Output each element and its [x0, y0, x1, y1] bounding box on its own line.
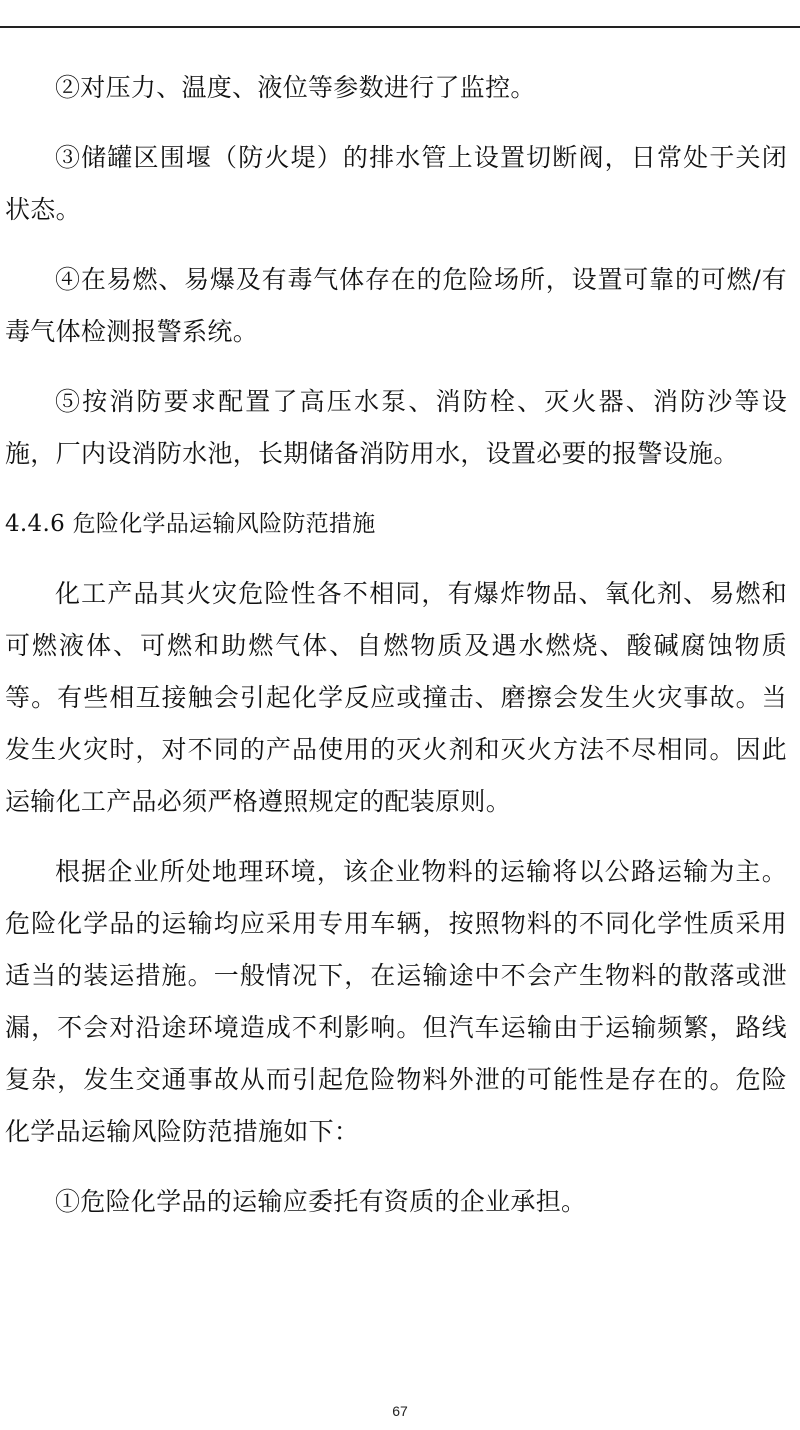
document-body — [5, 62, 787, 1246]
paragraph-item-2: ②对压力、温度、液位等参数进行了监控。 — [55, 73, 536, 102]
paragraph-item-5: ⑤按消防要求配置了高压水泵、消防栓、灭火器、消防沙等设施，厂内设消防水池，长期储备消防用水，设置必要的报警设施。 — [5, 387, 787, 468]
header-rule — [0, 26, 800, 28]
paragraph-intro: 化工产品其火灾危险性各不相同，有爆炸物品、氧化剂、易燃和可燃液体、可燃和助燃气体、自燃物质及遇水燃烧、酸碱腐蚀物质等。有些相互接触会引起化学反应或撞击、磨擦会发生火灾事故。当发生火灾时，对不同的产品使用的灭火剂和灭火方法不尽相同。因此运输化工产品必须严格遵照规定的配装原则。 — [5, 579, 787, 816]
paragraph-item-4: ④在易燃、易爆及有毒气体存在的危险场所，设置可靠的可燃/有毒气体检测报警系统。 — [5, 265, 787, 346]
paragraph-measure-1: ①危险化学品的运输应委托有资质的企业承担。 — [55, 1187, 587, 1216]
paragraph-transport: 根据企业所处地理环境，该企业物料的运输将以公路运输为主。危险化学品的运输均应采用专用车辆，按照物料的不同化学性质采用适当的装运措施。一般情况下，在运输途中不会产生物料的散落或泄漏，不会对沿途环境造成不利影响。但汽车运输由于运输频繁，路线复杂，发生交通事故从而引起危险物料外泄的可能性是存在的。危险化学品运输风险防范措施如下： — [5, 857, 787, 1146]
paragraph-item-3: ③储罐区围堰（防火堤）的排水管上设置切断阀，日常处于关闭状态。 — [5, 143, 787, 224]
page-number: 67 — [392, 1403, 408, 1419]
section-heading: 4.4.6 危险化学品运输风险防范措施 — [5, 511, 376, 537]
